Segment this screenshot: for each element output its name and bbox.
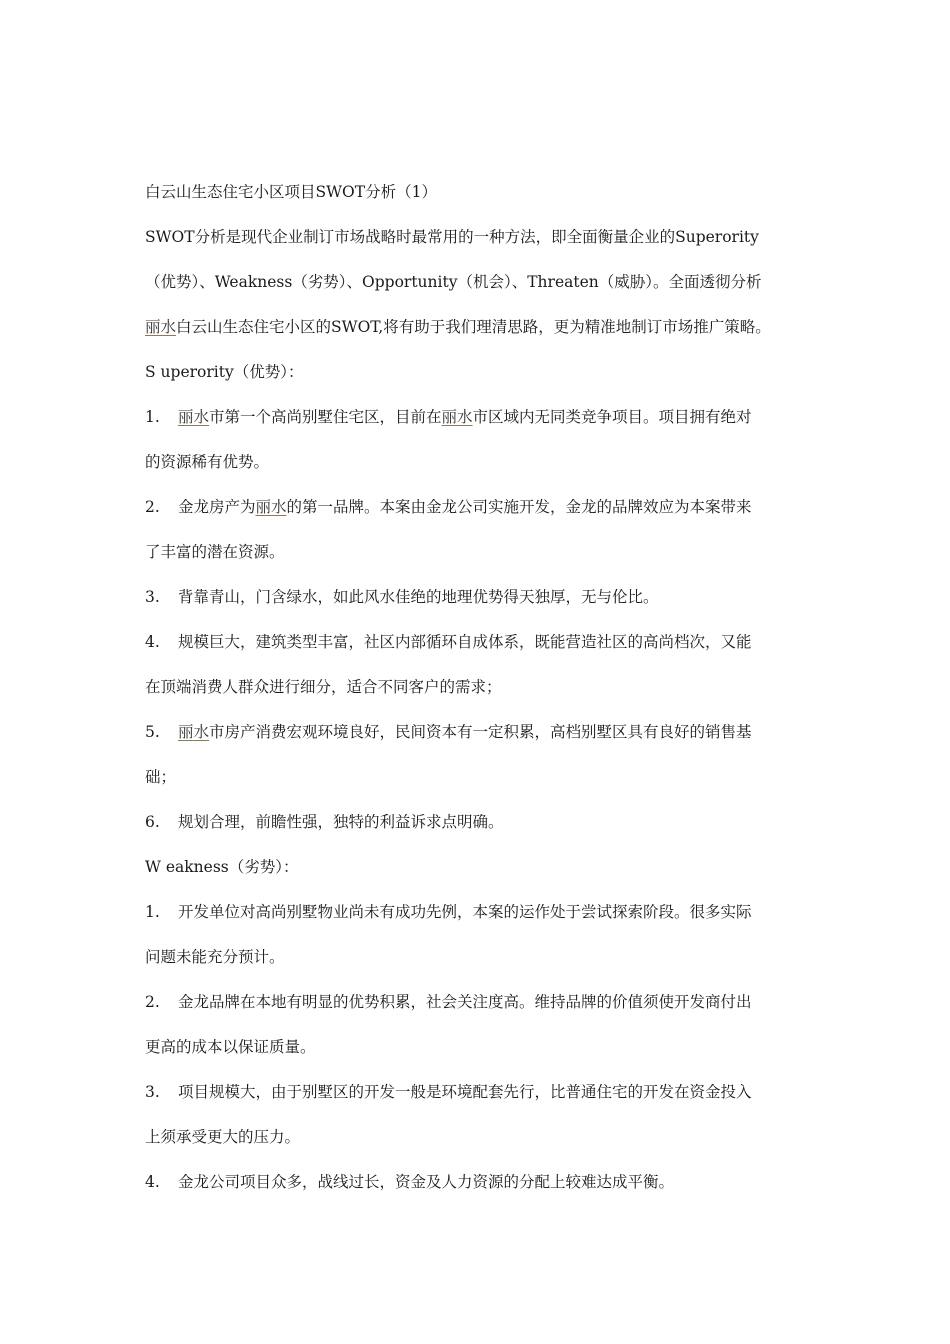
- item-text: 规划合理，前瞻性强，独特的利益诉求点明确。: [178, 813, 504, 831]
- item-text: 背靠青山，门含绿水，如此风水佳绝的地理优势得天独厚，无与伦比。: [178, 588, 659, 606]
- strength-item-2: [145, 485, 810, 530]
- lishui-link[interactable]: 丽水: [178, 723, 210, 741]
- item-number: 4.: [145, 1173, 160, 1191]
- item-number: 6.: [145, 813, 160, 831]
- item-text: 市区域内无同类竞争项目。项目拥有绝对: [472, 408, 752, 426]
- strength-item-1-continuation: 的资源稀有优势。: [145, 453, 270, 471]
- item-number: 4.: [145, 633, 160, 651]
- item-number: 2.: [145, 993, 160, 1011]
- intro-line-3-text: 白云山生态住宅小区的SWOT,将有助于我们理清思路，更为精准地制订市场推广策略。: [176, 318, 771, 336]
- strength-item-5: [145, 710, 810, 755]
- document-body: [145, 170, 810, 1205]
- weaknesses-heading: W eakness（劣势）：: [145, 858, 299, 876]
- item-number: 2.: [145, 498, 160, 516]
- intro-line-1: SWOT分析是现代企业制订市场战略时最常用的一种方法，即全面衡量企业的Superority: [145, 228, 759, 246]
- item-text: 金龙房产为: [178, 498, 256, 516]
- item-number: 1.: [145, 408, 160, 426]
- item-number: 1.: [145, 903, 160, 921]
- item-text: 开发单位对高尚别墅物业尚未有成功先例，本案的运作处于尝试探索阶段。很多实际: [178, 903, 752, 921]
- strength-item-2-continuation: 了丰富的潜在资源。: [145, 543, 285, 561]
- item-text: 的第一品牌。本案由金龙公司实施开发，金龙的品牌效应为本案带来: [286, 498, 752, 516]
- document-title: 白云山生态住宅小区项目SWOT分析（1）: [145, 183, 437, 201]
- lishui-link[interactable]: 丽水: [255, 498, 287, 516]
- item-text: 项目规模大，由于别墅区的开发一般是环境配套先行，比普通住宅的开发在资金投入: [178, 1083, 752, 1101]
- lishui-link[interactable]: 丽水: [178, 408, 210, 426]
- strength-item-5-continuation: 础；: [145, 768, 177, 786]
- weakness-item-3-continuation: 上须承受更大的压力。: [145, 1128, 301, 1146]
- strength-item-1: [145, 395, 810, 440]
- weakness-item-4: [145, 1160, 810, 1205]
- item-text: 市第一个高尚别墅住宅区，目前在: [209, 408, 442, 426]
- item-text: 金龙公司项目众多，战线过长，资金及人力资源的分配上较难达成平衡。: [178, 1173, 675, 1191]
- lishui-link[interactable]: 丽水: [145, 318, 177, 336]
- weakness-item-3: [145, 1070, 810, 1115]
- intro-line-2: （优势）、Weakness（劣势）、Opportunity（机会）、Threaten（威胁）。全面透彻分析: [145, 273, 762, 291]
- weakness-item-1-continuation: 问题未能充分预计。: [145, 948, 285, 966]
- item-text: 规模巨大，建筑类型丰富，社区内部循环自成体系，既能营造社区的高尚档次，又能: [178, 633, 752, 651]
- item-text: 金龙品牌在本地有明显的优势积累，社会关注度高。维持品牌的价值须使开发商付出: [178, 993, 752, 1011]
- strength-item-4-continuation: 在顶端消费人群众进行细分，适合不同客户的需求；: [145, 678, 502, 696]
- weakness-item-2-continuation: 更高的成本以保证质量。: [145, 1038, 316, 1056]
- item-number: 5.: [145, 723, 160, 741]
- item-number: 3.: [145, 588, 160, 606]
- strength-item-3: [145, 575, 810, 620]
- item-number: 3.: [145, 1083, 160, 1101]
- strength-item-6: [145, 800, 810, 845]
- weakness-item-1: [145, 890, 810, 935]
- strengths-heading: S uperority（优势）：: [145, 363, 304, 381]
- item-text: 市房产消费宏观环境良好，民间资本有一定积累，高档别墅区具有良好的销售基: [209, 723, 752, 741]
- strength-item-4: [145, 620, 810, 665]
- lishui-link[interactable]: 丽水: [441, 408, 473, 426]
- weakness-item-2: [145, 980, 810, 1025]
- intro-line-3: [145, 305, 810, 350]
